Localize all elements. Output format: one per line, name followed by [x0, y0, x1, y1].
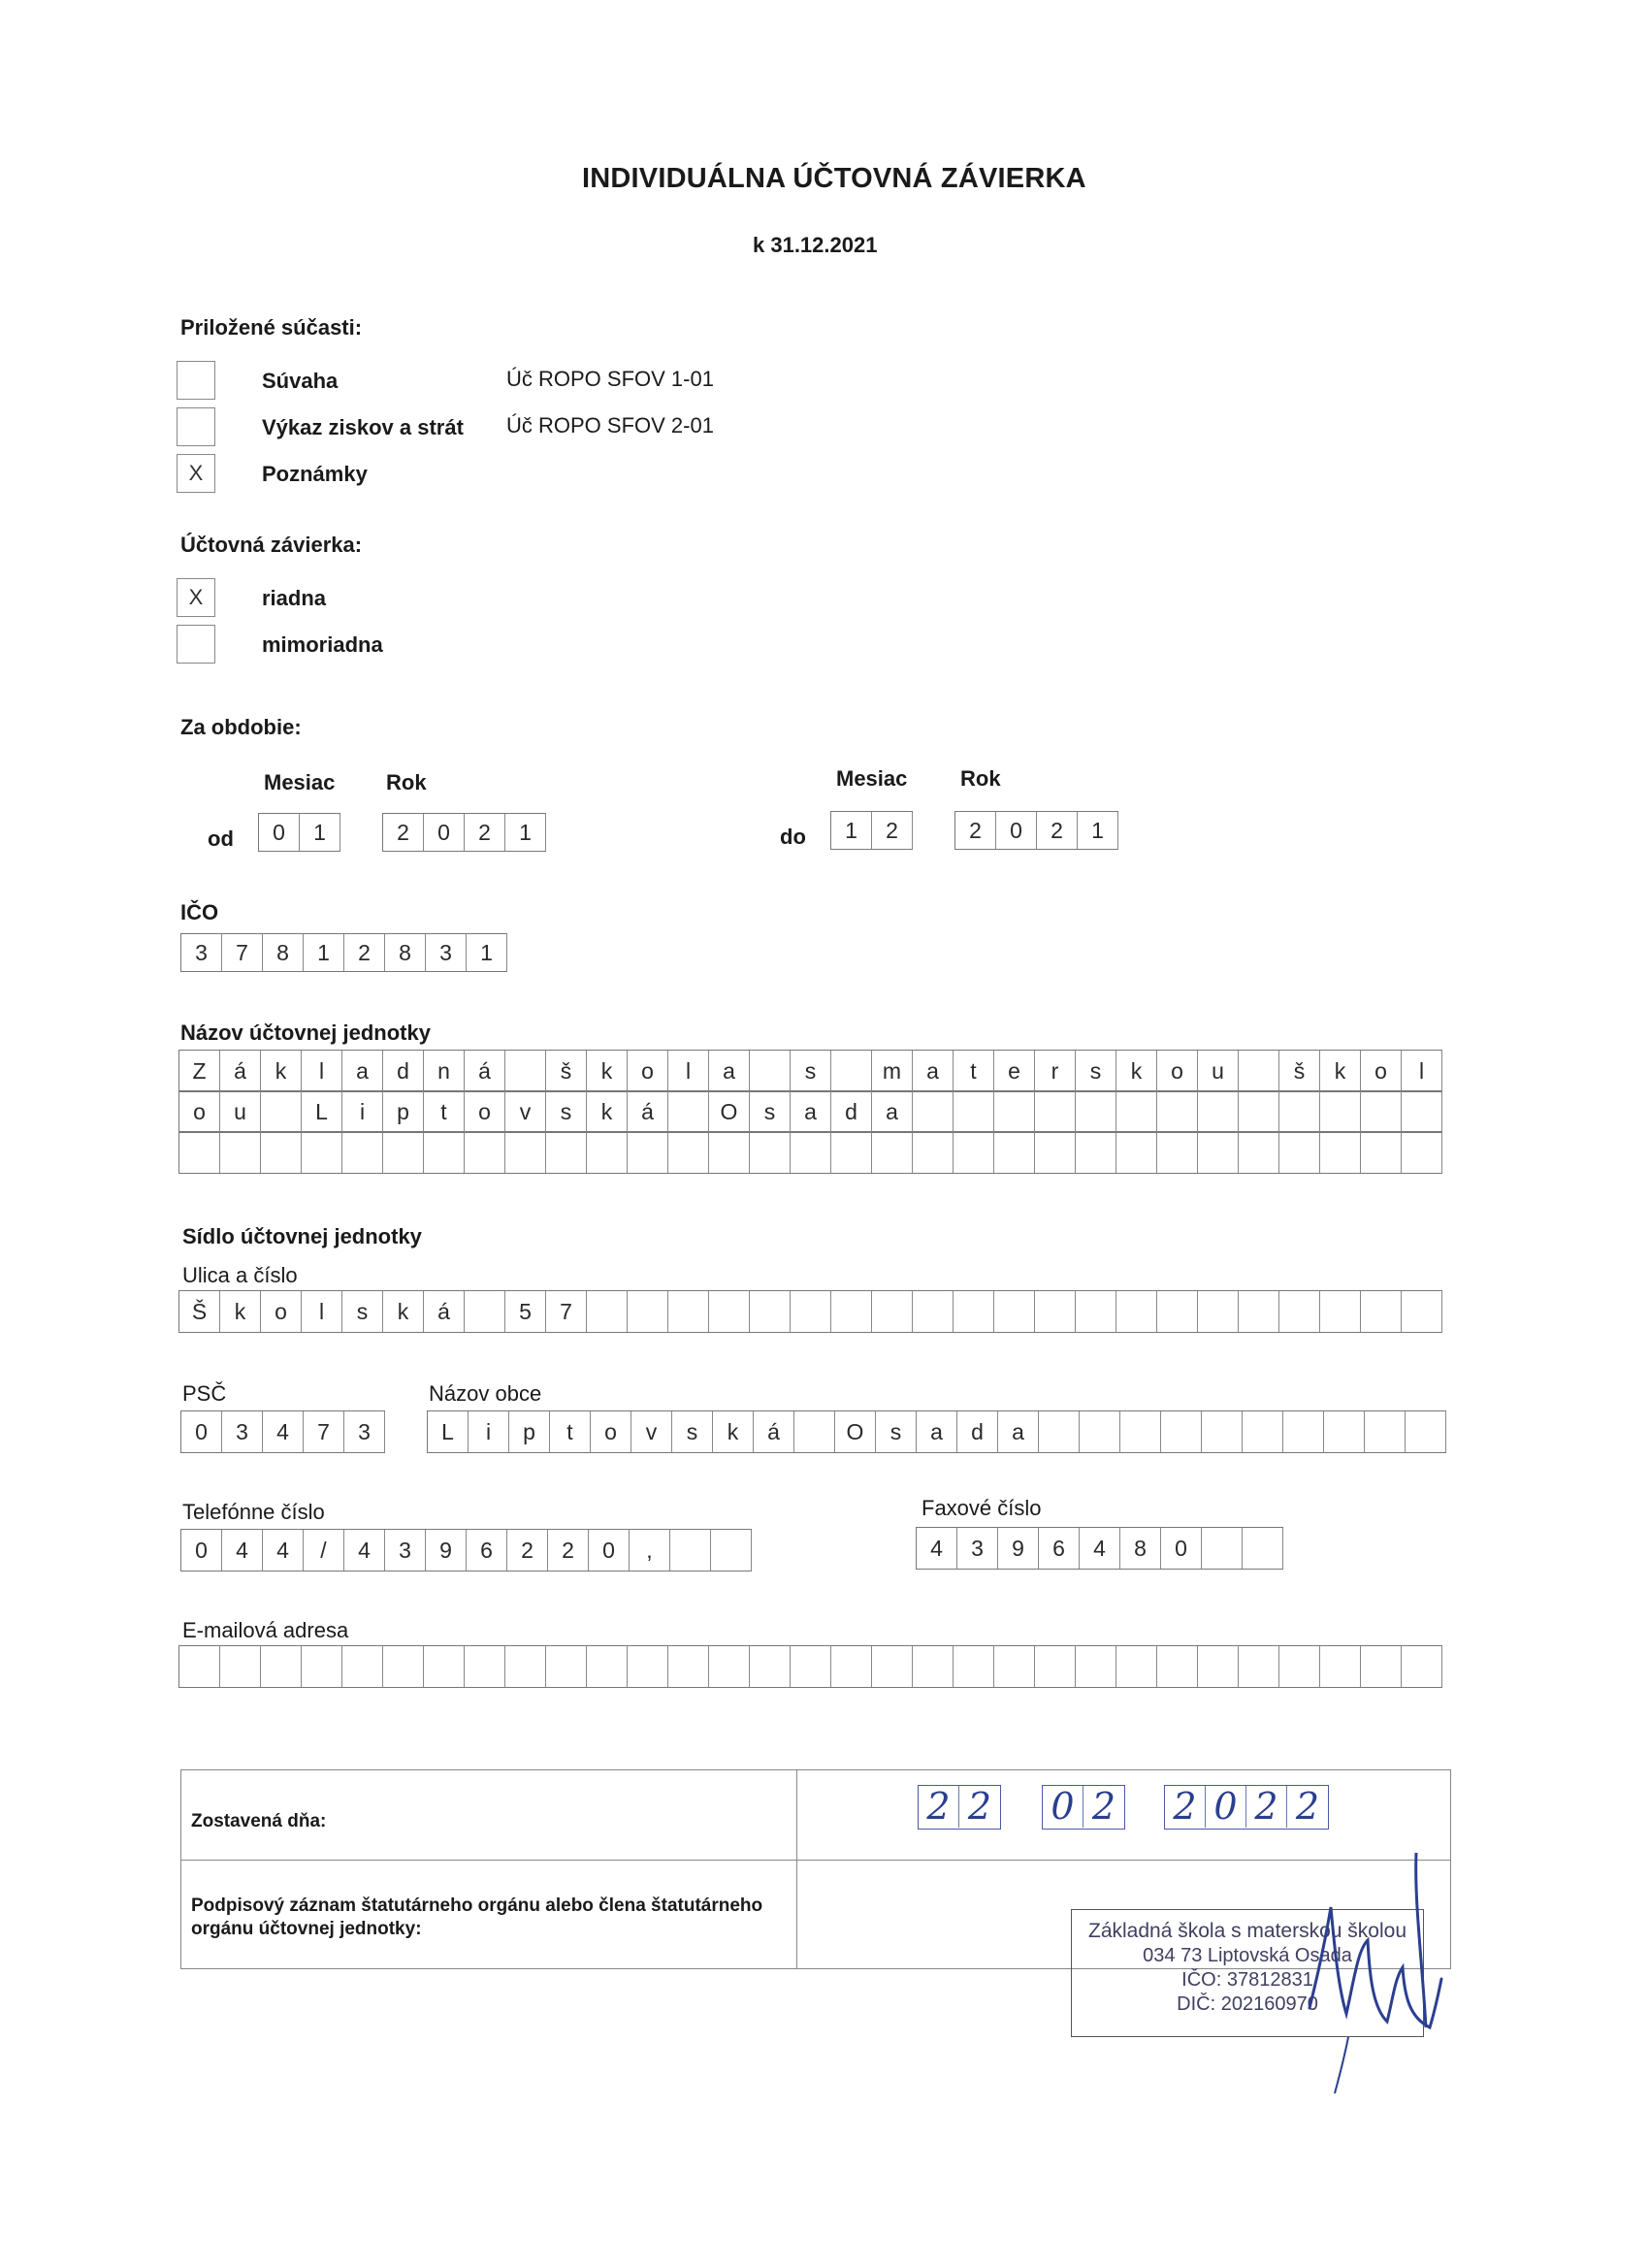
- digit-cell: 2: [872, 812, 913, 849]
- char-cell: [1243, 1411, 1283, 1452]
- char-cell: a: [872, 1091, 913, 1132]
- char-cell: [628, 1291, 668, 1332]
- char-cell: a: [791, 1091, 831, 1132]
- char-cell: ,: [630, 1530, 670, 1571]
- char-cell: [261, 1646, 302, 1687]
- char-cell: [1406, 1411, 1446, 1452]
- char-cell: [831, 1291, 872, 1332]
- char-cell: [1080, 1411, 1120, 1452]
- char-cell: d: [831, 1091, 872, 1132]
- char-cell: [424, 1646, 465, 1687]
- char-cell: [220, 1646, 261, 1687]
- char-cell: p: [509, 1411, 550, 1452]
- seat-heading: Sídlo účtovnej jednotky: [182, 1224, 422, 1248]
- char-cell: [1198, 1291, 1239, 1332]
- char-cell: [668, 1132, 709, 1173]
- email-field[interactable]: [178, 1645, 1442, 1688]
- char-cell: [913, 1091, 954, 1132]
- char-cell: [668, 1091, 709, 1132]
- char-cell: [1076, 1646, 1116, 1687]
- char-cell: á: [465, 1051, 505, 1091]
- char-cell: š: [1279, 1051, 1320, 1091]
- digit-cell: 1: [304, 934, 344, 971]
- char-cell: 4: [263, 1530, 304, 1571]
- digit-cell: 7: [222, 934, 263, 971]
- document-date: k 31.12.2021: [753, 233, 878, 257]
- char-cell: [424, 1132, 465, 1173]
- char-cell: [750, 1051, 791, 1091]
- phone-label: Telefónne číslo: [182, 1500, 325, 1524]
- char-cell: [791, 1132, 831, 1173]
- char-cell: [261, 1091, 302, 1132]
- char-cell: [628, 1646, 668, 1687]
- statement-type-heading: Účtovná závierka:: [180, 533, 363, 557]
- char-cell: [1198, 1646, 1239, 1687]
- char-cell: u: [220, 1091, 261, 1132]
- char-cell: s: [546, 1091, 587, 1132]
- document-title: INDIVIDUÁLNA ÚČTOVNÁ ZÁVIERKA: [582, 163, 1086, 194]
- char-cell: [465, 1291, 505, 1332]
- char-cell: t: [954, 1051, 994, 1091]
- stamp-line-4: DIČ: 202160970: [1177, 1993, 1318, 2015]
- char-cell: O: [835, 1411, 876, 1452]
- entity-name-row-1[interactable]: [178, 1050, 1442, 1092]
- char-cell: [1243, 1528, 1283, 1569]
- char-cell: [1120, 1411, 1161, 1452]
- period-to-label: do: [780, 825, 806, 849]
- stamp-line-3: IČO: 37812831: [1181, 1969, 1313, 1991]
- char-cell: [1320, 1091, 1361, 1132]
- char-cell: 4: [263, 1411, 304, 1452]
- fax-label: Faxové číslo: [922, 1496, 1042, 1520]
- char-cell: t: [550, 1411, 591, 1452]
- char-cell: [750, 1291, 791, 1332]
- char-cell: á: [220, 1051, 261, 1091]
- char-cell: [465, 1646, 505, 1687]
- statement-checkbox-riadna[interactable]: X: [177, 578, 215, 617]
- compiled-year[interactable]: [1164, 1785, 1329, 1830]
- digit-cell: 3: [181, 934, 222, 971]
- attachment-code-vykaz: Úč ROPO SFOV 2-01: [506, 413, 714, 437]
- char-cell: k: [713, 1411, 754, 1452]
- char-cell: [1283, 1411, 1324, 1452]
- psc-label: PSČ: [182, 1381, 227, 1406]
- char-cell: k: [383, 1291, 424, 1332]
- statement-label-riadna: riadna: [262, 586, 327, 610]
- char-cell: [1076, 1291, 1116, 1332]
- char-cell: v: [505, 1091, 546, 1132]
- street-label: Ulica a číslo: [182, 1263, 298, 1287]
- char-cell: [1239, 1291, 1279, 1332]
- digit-cell: 0: [996, 812, 1037, 849]
- char-cell: [913, 1291, 954, 1332]
- char-cell: [383, 1646, 424, 1687]
- char-cell: k: [587, 1051, 628, 1091]
- digit-cell: 8: [263, 934, 304, 971]
- char-cell: [791, 1646, 831, 1687]
- char-cell: 3: [344, 1411, 385, 1452]
- char-cell: [831, 1051, 872, 1091]
- city-field[interactable]: [427, 1410, 1446, 1453]
- char-cell: [1279, 1132, 1320, 1173]
- stamp-line-1: Základná škola s materskou školou: [1088, 1920, 1406, 1942]
- handwritten-digit: 2: [1091, 1785, 1116, 1828]
- period-from-year[interactable]: [382, 813, 546, 852]
- char-cell: [954, 1291, 994, 1332]
- char-cell: L: [428, 1411, 469, 1452]
- char-cell: [750, 1646, 791, 1687]
- char-cell: á: [424, 1291, 465, 1332]
- char-cell: n: [424, 1051, 465, 1091]
- char-cell: l: [1402, 1051, 1442, 1091]
- attachment-label-vykaz: Výkaz ziskov a strát: [262, 415, 464, 439]
- char-cell: a: [709, 1051, 750, 1091]
- attachment-checkbox-vykaz[interactable]: [177, 407, 215, 446]
- char-cell: e: [994, 1051, 1035, 1091]
- char-cell: á: [628, 1091, 668, 1132]
- attachment-code-suvaha: Úč ROPO SFOV 1-01: [506, 367, 714, 391]
- char-cell: k: [220, 1291, 261, 1332]
- char-cell: 0: [181, 1411, 222, 1452]
- char-cell: i: [342, 1091, 383, 1132]
- char-cell: [668, 1646, 709, 1687]
- char-cell: a: [342, 1051, 383, 1091]
- char-cell: [1361, 1132, 1402, 1173]
- char-cell: k: [1320, 1051, 1361, 1091]
- char-cell: a: [913, 1051, 954, 1091]
- char-cell: [1157, 1646, 1198, 1687]
- attachment-label-suvaha: Súvaha: [262, 369, 339, 393]
- email-label: E-mailová adresa: [182, 1618, 349, 1642]
- char-cell: 2: [548, 1530, 589, 1571]
- char-cell: d: [383, 1051, 424, 1091]
- attachment-label-poznamky: Poznámky: [262, 462, 368, 486]
- char-cell: [505, 1132, 546, 1173]
- ico-label: IČO: [180, 900, 219, 924]
- char-cell: k: [587, 1091, 628, 1132]
- char-cell: [1198, 1091, 1239, 1132]
- stamp-line-2: 034 73 Liptovská Osada: [1143, 1945, 1352, 1966]
- char-cell: [383, 1132, 424, 1173]
- digit-cell: 0: [424, 814, 465, 851]
- char-cell: [1076, 1091, 1116, 1132]
- street-field[interactable]: [178, 1290, 1442, 1333]
- char-cell: [505, 1051, 546, 1091]
- char-cell: [1320, 1291, 1361, 1332]
- handwritten-digit: 2: [967, 1785, 992, 1828]
- char-cell: [1157, 1132, 1198, 1173]
- char-cell: [302, 1132, 342, 1173]
- char-cell: [1035, 1646, 1076, 1687]
- digit-cell: 3: [426, 934, 467, 971]
- char-cell: [831, 1646, 872, 1687]
- char-cell: s: [876, 1411, 917, 1452]
- char-cell: [872, 1291, 913, 1332]
- handwritten-digit: 0: [1206, 1786, 1246, 1828]
- char-cell: 4: [222, 1530, 263, 1571]
- char-cell: [587, 1132, 628, 1173]
- char-cell: s: [342, 1291, 383, 1332]
- char-cell: [913, 1646, 954, 1687]
- char-cell: [1116, 1291, 1157, 1332]
- digit-cell: 2: [344, 934, 385, 971]
- char-cell: i: [469, 1411, 509, 1452]
- char-cell: [1320, 1646, 1361, 1687]
- char-cell: 6: [1039, 1528, 1080, 1569]
- char-cell: [872, 1132, 913, 1173]
- char-cell: [587, 1291, 628, 1332]
- char-cell: [342, 1132, 383, 1173]
- char-cell: [1324, 1411, 1365, 1452]
- char-cell: 9: [426, 1530, 467, 1571]
- char-cell: [179, 1132, 220, 1173]
- char-cell: t: [424, 1091, 465, 1132]
- char-cell: [1279, 1091, 1320, 1132]
- char-cell: [1202, 1411, 1243, 1452]
- char-cell: o: [1361, 1051, 1402, 1091]
- char-cell: [1039, 1411, 1080, 1452]
- period-from-label: od: [208, 826, 234, 851]
- handwritten-digit: 2: [1295, 1785, 1320, 1828]
- char-cell: [1365, 1411, 1406, 1452]
- char-cell: [1116, 1132, 1157, 1173]
- char-cell: [954, 1132, 994, 1173]
- compiled-day[interactable]: [918, 1785, 1001, 1830]
- char-cell: a: [917, 1411, 957, 1452]
- digit-cell: 2: [465, 814, 505, 851]
- char-cell: [670, 1530, 711, 1571]
- char-cell: [709, 1132, 750, 1173]
- char-cell: L: [302, 1091, 342, 1132]
- char-cell: 4: [344, 1530, 385, 1571]
- char-cell: [302, 1646, 342, 1687]
- char-cell: [1361, 1646, 1402, 1687]
- char-cell: [1116, 1646, 1157, 1687]
- char-cell: [994, 1646, 1035, 1687]
- char-cell: [994, 1291, 1035, 1332]
- char-cell: [994, 1091, 1035, 1132]
- char-cell: [261, 1132, 302, 1173]
- period-to-month[interactable]: [830, 811, 913, 850]
- city-label: Názov obce: [429, 1381, 542, 1406]
- fax-field[interactable]: [916, 1527, 1283, 1570]
- char-cell: o: [261, 1291, 302, 1332]
- char-cell: [791, 1291, 831, 1332]
- char-cell: [505, 1646, 546, 1687]
- char-cell: [913, 1132, 954, 1173]
- char-cell: [1116, 1091, 1157, 1132]
- char-cell: s: [1076, 1051, 1116, 1091]
- digit-cell: 1: [1078, 812, 1118, 849]
- period-heading: Za obdobie:: [180, 715, 302, 739]
- period-to-year-label: Rok: [960, 766, 1001, 791]
- char-cell: [1239, 1132, 1279, 1173]
- char-cell: s: [672, 1411, 713, 1452]
- char-cell: š: [546, 1051, 587, 1091]
- ico-field[interactable]: [180, 933, 507, 972]
- char-cell: 3: [222, 1411, 263, 1452]
- char-cell: [750, 1132, 791, 1173]
- char-cell: o: [465, 1091, 505, 1132]
- compiled-month[interactable]: [1042, 1785, 1125, 1830]
- char-cell: [1035, 1091, 1076, 1132]
- char-cell: [794, 1411, 835, 1452]
- char-cell: [711, 1530, 752, 1571]
- char-cell: [1157, 1291, 1198, 1332]
- char-cell: [587, 1646, 628, 1687]
- char-cell: [1361, 1091, 1402, 1132]
- char-cell: s: [791, 1051, 831, 1091]
- char-cell: [1361, 1291, 1402, 1332]
- char-cell: p: [383, 1091, 424, 1132]
- char-cell: [1239, 1091, 1279, 1132]
- digit-cell: 2: [1037, 812, 1078, 849]
- statement-checkbox-mimoriadna[interactable]: [177, 625, 215, 664]
- period-from-month-label: Mesiac: [264, 770, 336, 794]
- char-cell: [872, 1646, 913, 1687]
- char-cell: 0: [181, 1530, 222, 1571]
- char-cell: 3: [957, 1528, 998, 1569]
- char-cell: [546, 1646, 587, 1687]
- digit-cell: 2: [955, 812, 996, 849]
- handwritten-signature: [1222, 1843, 1455, 2095]
- char-cell: o: [591, 1411, 631, 1452]
- char-cell: 0: [1161, 1528, 1202, 1569]
- period-to-year[interactable]: [954, 811, 1118, 850]
- char-cell: [668, 1291, 709, 1332]
- char-cell: 3: [385, 1530, 426, 1571]
- char-cell: [1402, 1646, 1442, 1687]
- handwritten-digit: 2: [1246, 1786, 1287, 1828]
- char-cell: [465, 1132, 505, 1173]
- char-cell: [220, 1132, 261, 1173]
- char-cell: [546, 1132, 587, 1173]
- char-cell: [994, 1132, 1035, 1173]
- char-cell: [1402, 1091, 1442, 1132]
- digit-cell: 1: [300, 814, 340, 851]
- char-cell: [179, 1646, 220, 1687]
- char-cell: a: [998, 1411, 1039, 1452]
- digit-cell: 8: [385, 934, 426, 971]
- char-cell: [831, 1132, 872, 1173]
- char-cell: [628, 1132, 668, 1173]
- char-cell: o: [628, 1051, 668, 1091]
- compiled-date-label: Zostavená dňa:: [191, 1811, 327, 1831]
- char-cell: l: [668, 1051, 709, 1091]
- statement-label-mimoriadna: mimoriadna: [262, 632, 383, 657]
- char-cell: [1198, 1132, 1239, 1173]
- char-cell: l: [302, 1291, 342, 1332]
- char-cell: [1035, 1291, 1076, 1332]
- entity-name-row-3[interactable]: [178, 1131, 1442, 1174]
- phone-field[interactable]: [180, 1529, 752, 1571]
- char-cell: [342, 1646, 383, 1687]
- char-cell: [1402, 1132, 1442, 1173]
- char-cell: k: [1116, 1051, 1157, 1091]
- handwritten-digit: 2: [919, 1786, 959, 1828]
- char-cell: [1239, 1051, 1279, 1091]
- char-cell: o: [179, 1091, 220, 1132]
- handwritten-digit: 0: [1043, 1786, 1083, 1828]
- period-to-month-label: Mesiac: [836, 766, 908, 791]
- digit-cell: 1: [505, 814, 546, 851]
- char-cell: [1157, 1091, 1198, 1132]
- digit-cell: 0: [259, 814, 300, 851]
- entity-name-label: Názov účtovnej jednotky: [180, 1021, 431, 1045]
- char-cell: [1035, 1132, 1076, 1173]
- char-cell: k: [261, 1051, 302, 1091]
- char-cell: [1202, 1528, 1243, 1569]
- char-cell: [954, 1646, 994, 1687]
- char-cell: [709, 1646, 750, 1687]
- char-cell: 4: [1080, 1528, 1120, 1569]
- char-cell: 0: [589, 1530, 630, 1571]
- char-cell: 4: [917, 1528, 957, 1569]
- handwritten-digit: 2: [1165, 1786, 1206, 1828]
- char-cell: 2: [507, 1530, 548, 1571]
- char-cell: [1279, 1646, 1320, 1687]
- char-cell: á: [754, 1411, 794, 1452]
- attachment-checkbox-suvaha[interactable]: [177, 361, 215, 400]
- char-cell: r: [1035, 1051, 1076, 1091]
- char-cell: 7: [304, 1411, 344, 1452]
- char-cell: [1239, 1646, 1279, 1687]
- char-cell: d: [957, 1411, 998, 1452]
- char-cell: u: [1198, 1051, 1239, 1091]
- char-cell: v: [631, 1411, 672, 1452]
- char-cell: s: [750, 1091, 791, 1132]
- attachments-heading: Priložené súčasti:: [180, 315, 363, 340]
- char-cell: Š: [179, 1291, 220, 1332]
- char-cell: [709, 1291, 750, 1332]
- char-cell: [1076, 1132, 1116, 1173]
- signature-label: Podpisový záznam štatutárneho orgánu alebo člena štatutárneho orgánu účtovnej jednotky:: [191, 1895, 763, 1939]
- char-cell: 5: [505, 1291, 546, 1332]
- digit-cell: 1: [831, 812, 872, 849]
- char-cell: [1161, 1411, 1202, 1452]
- digit-cell: 1: [467, 934, 507, 971]
- char-cell: Z: [179, 1051, 220, 1091]
- char-cell: o: [1157, 1051, 1198, 1091]
- char-cell: [1279, 1291, 1320, 1332]
- entity-name-row-2[interactable]: [178, 1090, 1442, 1133]
- digit-cell: 2: [383, 814, 424, 851]
- char-cell: [954, 1091, 994, 1132]
- period-from-year-label: Rok: [386, 770, 427, 794]
- char-cell: [1402, 1291, 1442, 1332]
- char-cell: /: [304, 1530, 344, 1571]
- psc-field[interactable]: [180, 1410, 385, 1453]
- char-cell: 8: [1120, 1528, 1161, 1569]
- char-cell: 9: [998, 1528, 1039, 1569]
- char-cell: 6: [467, 1530, 507, 1571]
- attachment-checkbox-poznamky[interactable]: X: [177, 454, 215, 493]
- char-cell: O: [709, 1091, 750, 1132]
- char-cell: m: [872, 1051, 913, 1091]
- char-cell: 7: [546, 1291, 587, 1332]
- char-cell: l: [302, 1051, 342, 1091]
- char-cell: [1320, 1132, 1361, 1173]
- period-from-month[interactable]: [258, 813, 340, 852]
